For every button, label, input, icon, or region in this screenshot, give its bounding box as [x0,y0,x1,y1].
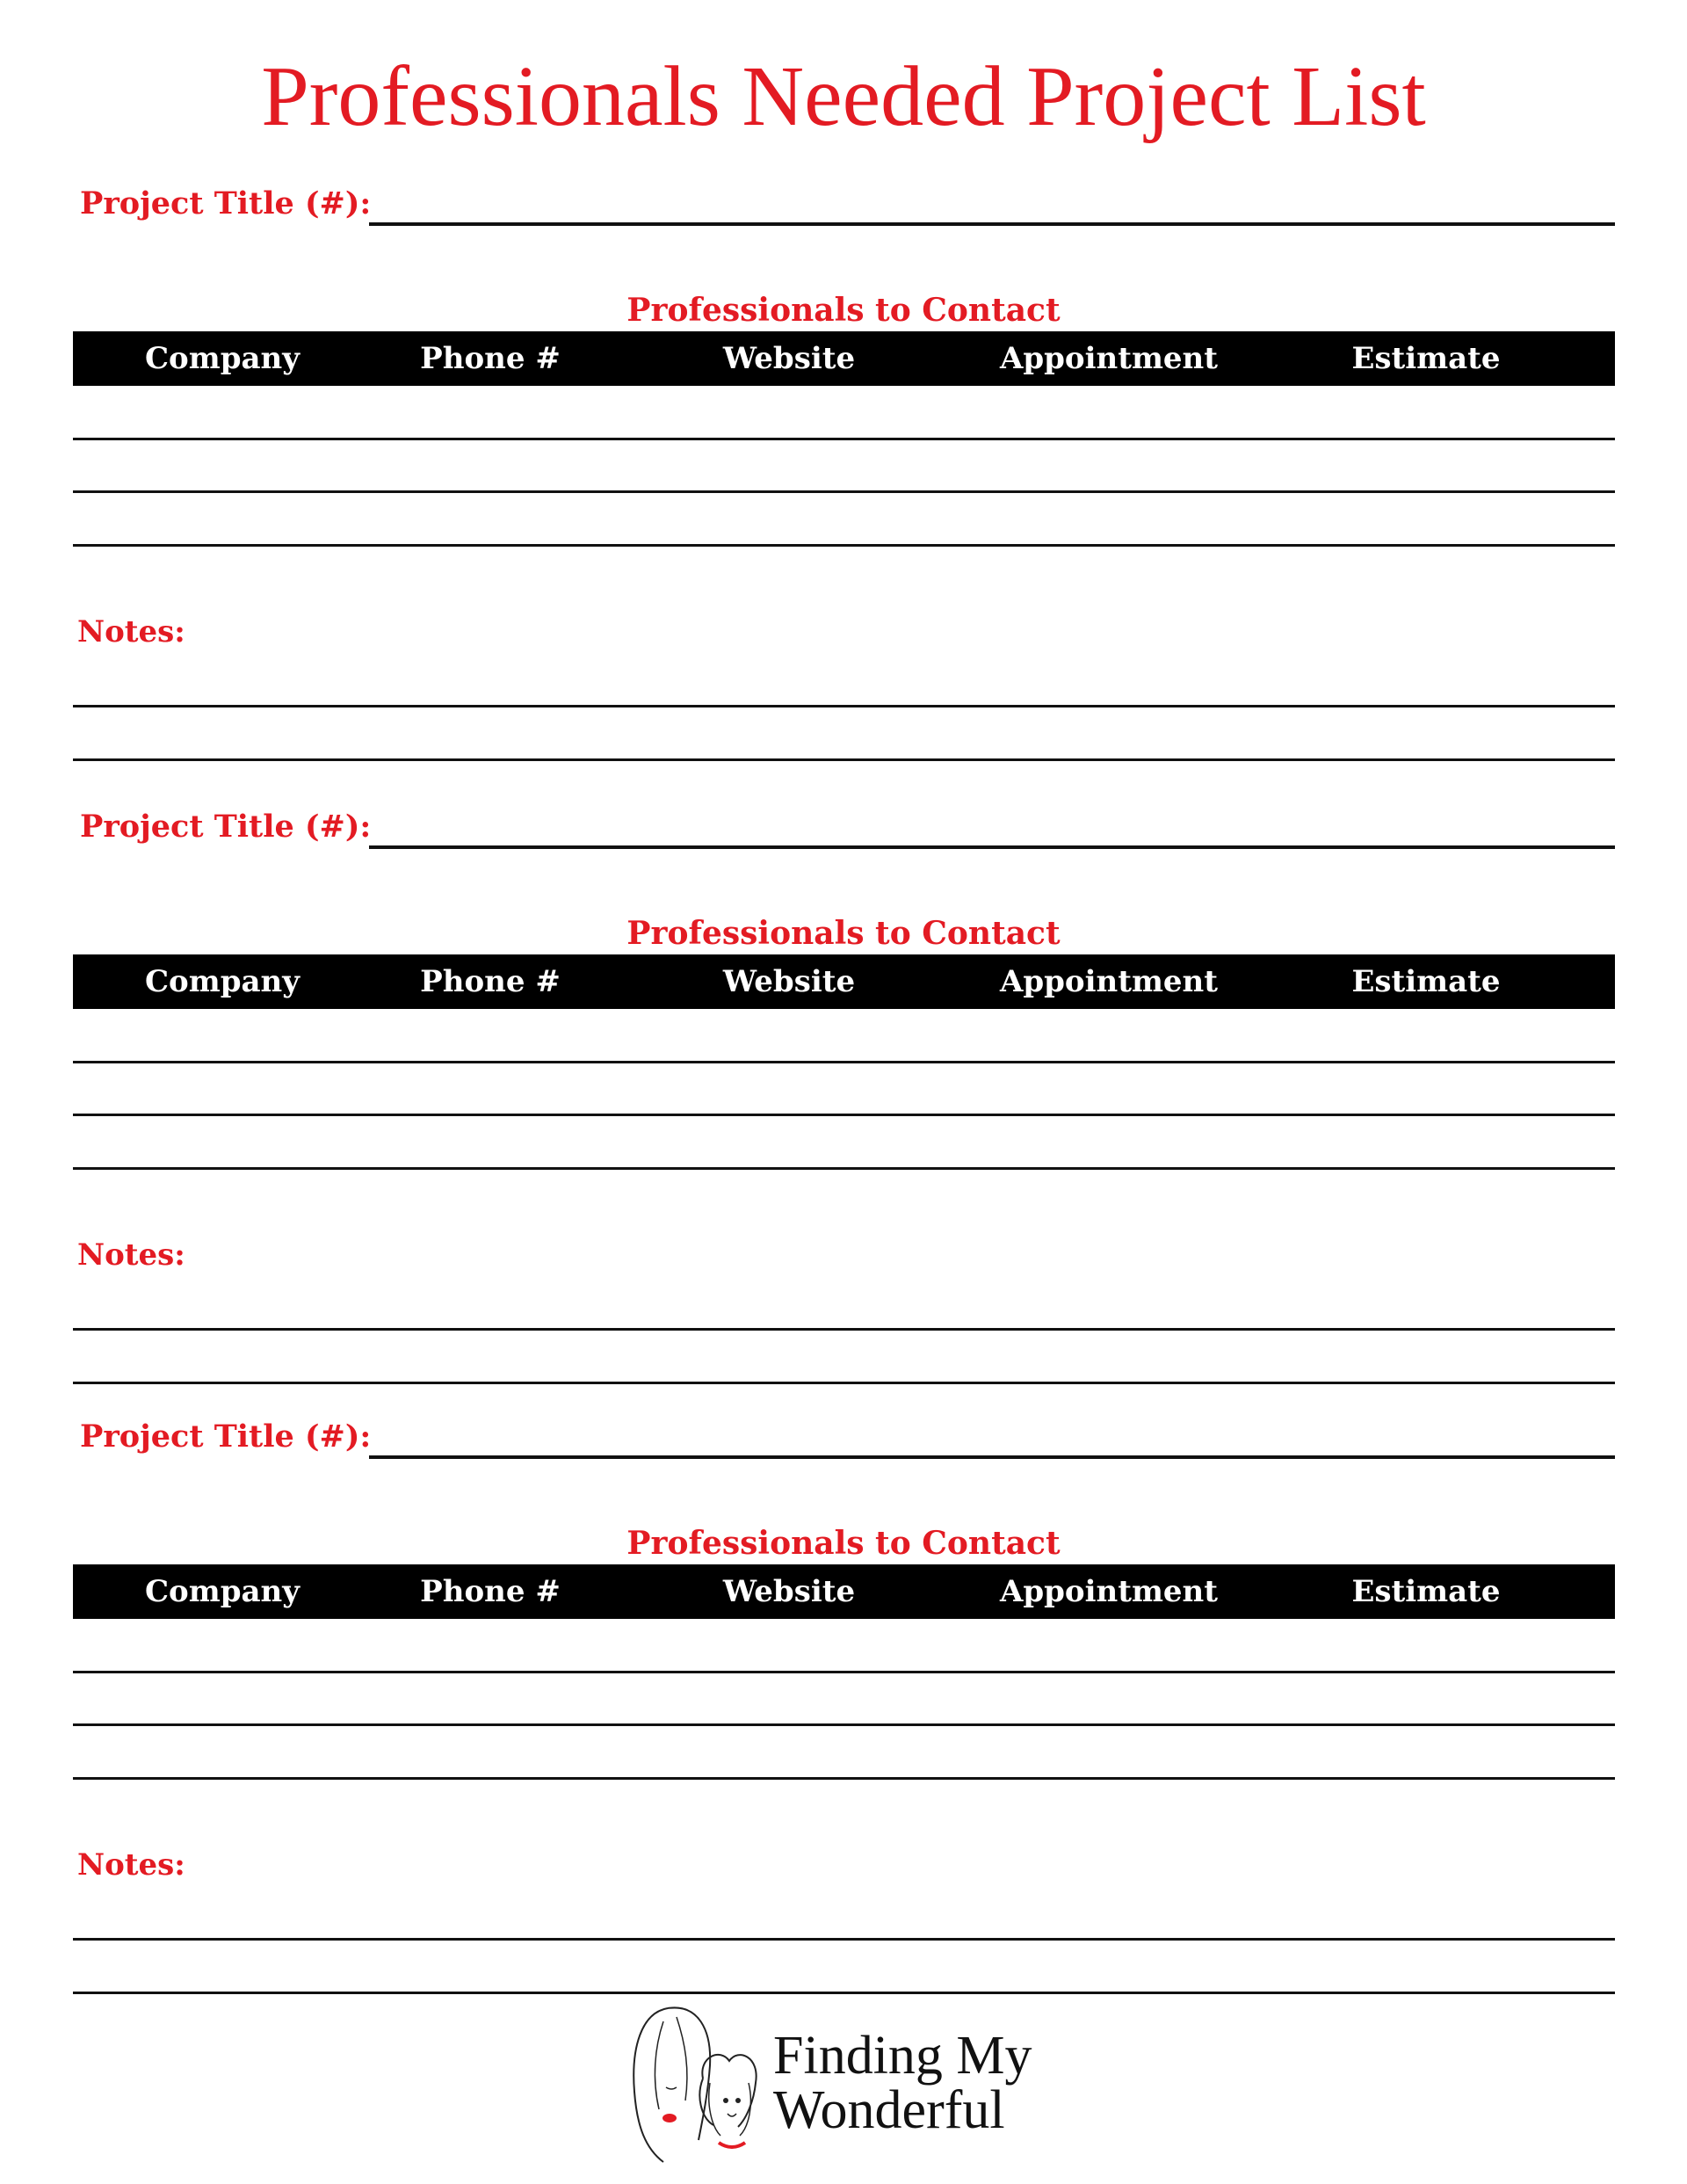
column-header-phone: Phone # [420,341,561,376]
column-header-phone: Phone # [420,1574,561,1609]
page-title: Professionals Needed Project List [261,49,1426,144]
woman-and-dog-illustration-icon [615,1995,773,2171]
project-section-2 [0,623,1687,1273]
table-row-line[interactable] [73,1723,1615,1726]
column-header-appointment: Appointment [1000,1574,1218,1609]
table-row-line[interactable] [73,1671,1615,1673]
column-header-website: Website [722,964,856,999]
column-header-company: Company [145,964,300,999]
column-header-appointment: Appointment [1000,341,1218,376]
brand-name-line1: Finding My [773,2026,1032,2086]
notes-label: Notes: [77,1237,185,1273]
notes-line[interactable] [73,1938,1615,1941]
notes-label: Notes: [77,1847,185,1883]
column-header-website: Website [722,341,856,376]
table-row-line[interactable] [73,1061,1615,1063]
column-header-estimate: Estimate [1351,964,1501,999]
table-row-line[interactable] [73,544,1615,547]
table-row-line[interactable] [73,1114,1615,1116]
column-header-phone: Phone # [420,964,561,999]
project-title-label: Project Title (#): [80,809,372,845]
project-title-label: Project Title (#): [80,185,372,221]
professionals-to-contact-heading: Professionals to Contact [626,915,1061,952]
contact-table-header [73,954,1615,1009]
project-title-input-line[interactable] [369,222,1615,226]
table-row-line[interactable] [73,438,1615,440]
project-title-input-line[interactable] [369,1455,1615,1459]
project-title-label: Project Title (#): [80,1419,372,1455]
project-section-3 [0,1233,1687,1883]
contact-table-header [73,331,1615,386]
column-header-estimate: Estimate [1351,341,1501,376]
notes-line[interactable] [73,1992,1615,1994]
notes-label: Notes: [77,614,185,649]
brand-name-line2: Wonderful [773,2080,1005,2140]
column-header-website: Website [722,1574,856,1609]
contact-table-header [73,1564,1615,1619]
professionals-to-contact-heading: Professionals to Contact [626,292,1061,329]
project-section-1 [0,0,1687,649]
table-row-line[interactable] [73,490,1615,493]
professionals-to-contact-heading: Professionals to Contact [626,1525,1061,1562]
column-header-company: Company [145,341,300,376]
table-row-line[interactable] [73,1167,1615,1170]
project-title-input-line[interactable] [369,845,1615,849]
brand-logo [615,1995,1072,2171]
table-row-line[interactable] [73,1777,1615,1780]
column-header-appointment: Appointment [1000,964,1218,999]
column-header-company: Company [145,1574,300,1609]
column-header-estimate: Estimate [1351,1574,1501,1609]
